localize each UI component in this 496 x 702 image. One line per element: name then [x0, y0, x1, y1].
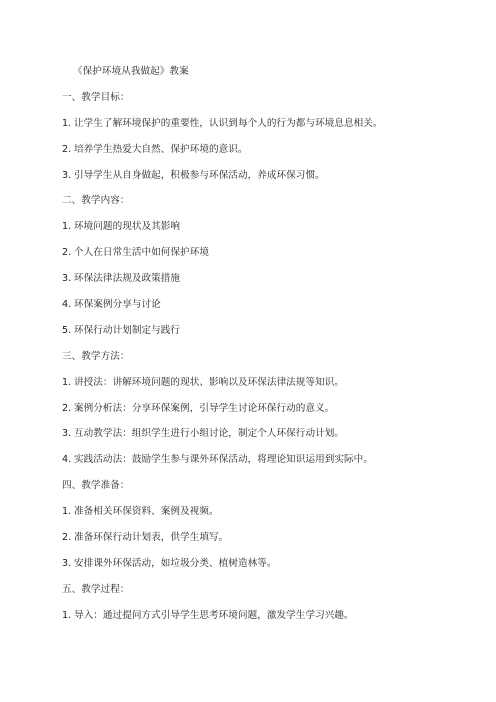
item-text: 环保法律法规及政策措施	[74, 273, 181, 285]
list-item	[62, 170, 482, 182]
item-number: 1.	[62, 376, 72, 388]
document-title: 《保护环境从我做起》教案	[73, 66, 189, 77]
item-text: 讲授法：讲解环境问题的现状、影响以及环保法律法规等知识。	[74, 376, 345, 388]
item-number: 2.	[62, 402, 72, 414]
item-number: 2.	[62, 143, 72, 155]
item-number: 1.	[62, 221, 72, 233]
item-text: 准备相关环保资料、案例及视频。	[74, 506, 219, 518]
item-text: 导入：通过提问方式引导学生思考环境问题，激发学生学习兴趣。	[74, 609, 354, 621]
item-number: 2.	[62, 532, 72, 544]
section-heading: 五、教学过程：	[62, 583, 130, 595]
item-text: 培养学生热爱大自然、保护环境的意识。	[74, 143, 248, 155]
item-text: 让学生了解环境保护的重要性，认识到每个人的行为都与环境息息相关。	[74, 117, 383, 129]
item-number: 3.	[62, 428, 72, 440]
item-text: 环保行动计划制定与践行	[74, 324, 181, 336]
item-text: 实践活动法：鼓励学生参与课外环保活动，将理论知识运用到实际中。	[74, 454, 373, 466]
item-text: 个人在日常生活中如何保护环境	[74, 247, 210, 259]
list-item	[62, 532, 482, 544]
item-number: 1.	[62, 609, 72, 621]
item-number: 3.	[62, 557, 72, 569]
item-number: 5.	[62, 324, 72, 336]
item-number: 2.	[62, 247, 72, 259]
list-item	[62, 506, 482, 518]
list-item	[62, 144, 482, 156]
list-item	[62, 299, 482, 311]
item-text: 安排课外环保活动，如垃圾分类、植树造林等。	[74, 557, 277, 569]
list-item	[62, 558, 482, 570]
item-text: 引导学生从自身做起，积极参与环保活动，养成环保习惯。	[74, 169, 325, 181]
list-item	[62, 377, 482, 389]
item-number: 4.	[62, 454, 72, 466]
list-item	[62, 403, 482, 415]
section-heading: 二、教学内容：	[62, 195, 130, 207]
item-text: 互动教学法：组织学生进行小组讨论，制定个人环保行动计划。	[74, 428, 345, 440]
list-item	[62, 610, 482, 622]
list-item	[62, 454, 482, 466]
document-body	[62, 66, 482, 636]
list-item	[62, 118, 482, 130]
item-number: 1.	[62, 506, 72, 518]
list-item	[62, 221, 482, 233]
section-heading: 三、教学方法：	[62, 350, 130, 362]
list-item	[62, 273, 482, 285]
list-item	[62, 247, 482, 259]
list-item	[62, 325, 482, 337]
item-number: 3.	[62, 169, 72, 181]
item-number: 1.	[62, 117, 72, 129]
item-text: 环保案例分享与讨论	[74, 299, 161, 311]
item-text: 环境问题的现状及其影响	[74, 221, 181, 233]
section-heading: 四、教学准备：	[62, 480, 130, 492]
list-item	[62, 428, 482, 440]
item-number: 4.	[62, 299, 72, 311]
item-text: 案例分析法：分享环保案例，引导学生讨论环保行动的意义。	[74, 402, 335, 414]
section-heading: 一、教学目标：	[62, 91, 130, 103]
item-number: 3.	[62, 273, 72, 285]
item-text: 准备环保行动计划表，供学生填写。	[74, 532, 229, 544]
